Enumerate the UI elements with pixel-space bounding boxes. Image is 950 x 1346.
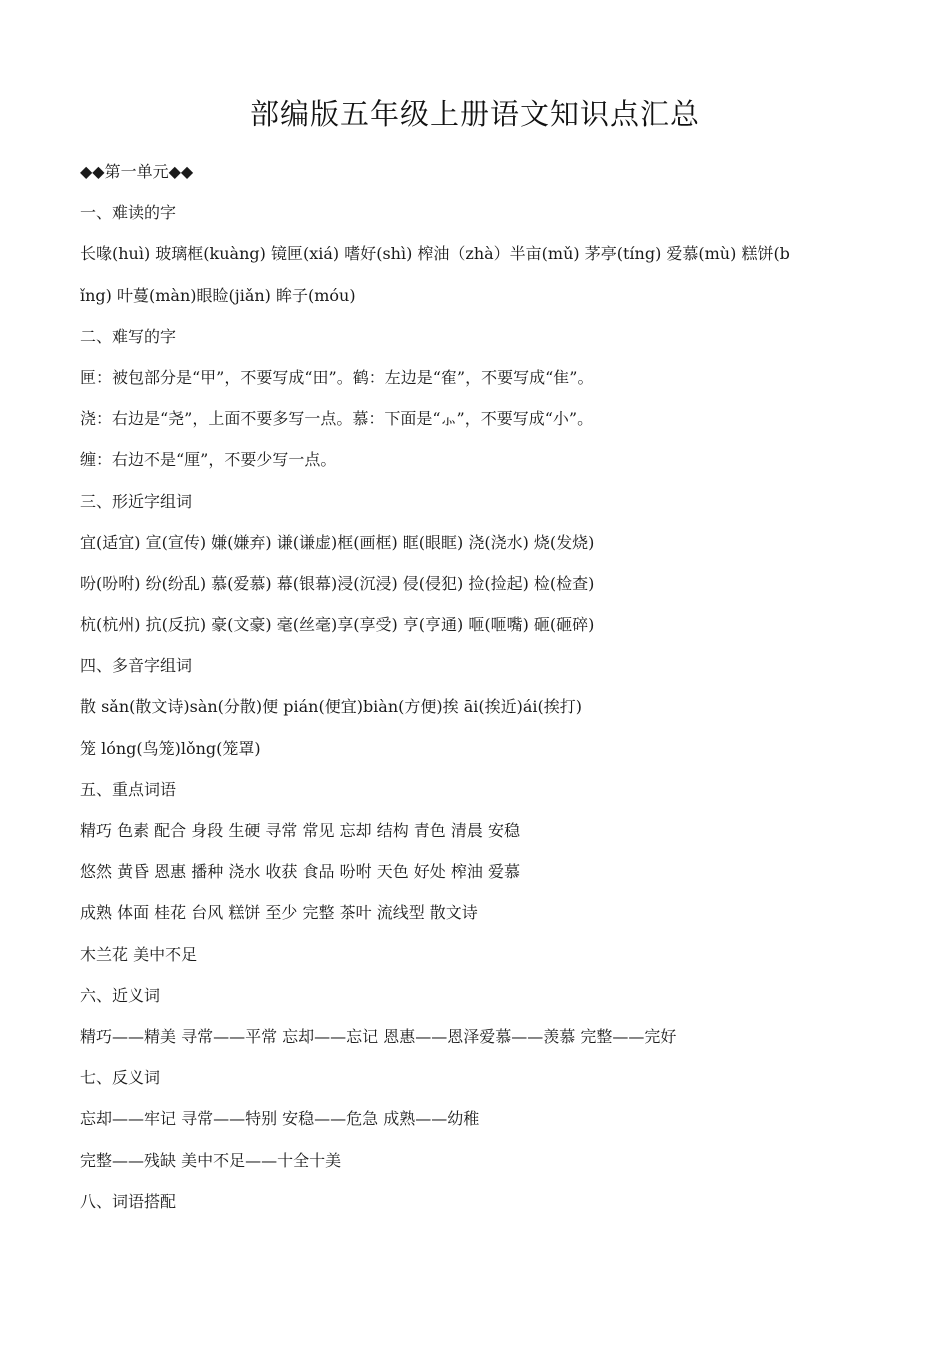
- section-heading-hard-to-write: 二、难写的字: [80, 326, 177, 346]
- section-heading-antonyms: 七、反义词: [80, 1068, 161, 1088]
- body-line: 杭(杭州) 抗(反抗) 豪(文豪) 毫(丝毫)享(享受) 亨(亨通) 咂(咂嘴) 砸(砸碎): [80, 615, 595, 635]
- document-title: 部编版五年级上册语文知识点汇总: [249, 97, 700, 131]
- body-line: 悠然 黄昏 恩惠 播种 浇水 收获 食品 吩咐 天色 好处 榨油 爱慕: [80, 862, 520, 882]
- body-line: 宜(适宜) 宣(宣传) 嫌(嫌弃) 谦(谦虚)框(画框) 眶(眼眶) 浇(浇水) 烧(发烧): [80, 532, 595, 552]
- section-heading-collocations: 八、词语搭配: [80, 1191, 177, 1211]
- section-heading-synonyms: 六、近义词: [80, 985, 161, 1005]
- section-heading-polyphonic: 四、多音字组词: [80, 656, 193, 676]
- body-line: 吩(吩咐) 纷(纷乱) 慕(爱慕) 幕(银幕)浸(沉浸) 侵(侵犯) 捡(捡起) 检(检查): [80, 573, 595, 593]
- body-line: 完整——残缺 美中不足——十全十美: [80, 1150, 342, 1170]
- section-heading-key-words: 五、重点词语: [80, 779, 177, 799]
- body-line: 笼 lóng(鸟笼)lǒng(笼罩): [80, 738, 261, 758]
- body-line: 缠：右边不是“厘”，不要少写一点。: [80, 450, 337, 470]
- body-line: ǐng) 叶蔓(màn)眼睑(jiǎn) 眸子(móu): [80, 285, 356, 305]
- body-line: 浇：右边是“尧”，上面不要多写一点。慕：下面是“⺗”，不要写成“小”。: [80, 409, 594, 429]
- body-line: 匣：被包部分是“甲”，不要写成“田”。鹤：左边是“隺”，不要写成“隹”。: [80, 367, 594, 387]
- section-heading-hard-to-read: 一、难读的字: [80, 203, 177, 223]
- unit-heading: ◆◆第一单元◆◆: [80, 162, 194, 181]
- body-line: 忘却——牢记 寻常——特别 安稳——危急 成熟——幼稚: [80, 1109, 480, 1129]
- body-line: 精巧——精美 寻常——平常 忘却——忘记 恩惠——恩泽爱慕——羡慕 完整——完好: [80, 1026, 677, 1046]
- body-line: 成熟 体面 桂花 台风 糕饼 至少 完整 茶叶 流线型 散文诗: [80, 903, 478, 923]
- section-heading-similar-characters: 三、形近字组词: [80, 491, 193, 511]
- document-body: [80, 157, 880, 1228]
- body-line: 精巧 色素 配合 身段 生硬 寻常 常见 忘却 结构 青色 清晨 安稳: [80, 821, 520, 840]
- body-line: 木兰花 美中不足: [80, 944, 198, 964]
- body-line: 散 sǎn(散文诗)sàn(分散)便 pián(便宜)biàn(方便)挨 āi(挨近)ái(挨打): [80, 697, 582, 717]
- body-line: 长喙(huì) 玻璃框(kuàng) 镜匣(xiá) 嗜好(shì) 榨油（zhà）半亩(mǔ) 茅亭(tíng) 爱慕(mù) 糕饼(b: [80, 244, 790, 264]
